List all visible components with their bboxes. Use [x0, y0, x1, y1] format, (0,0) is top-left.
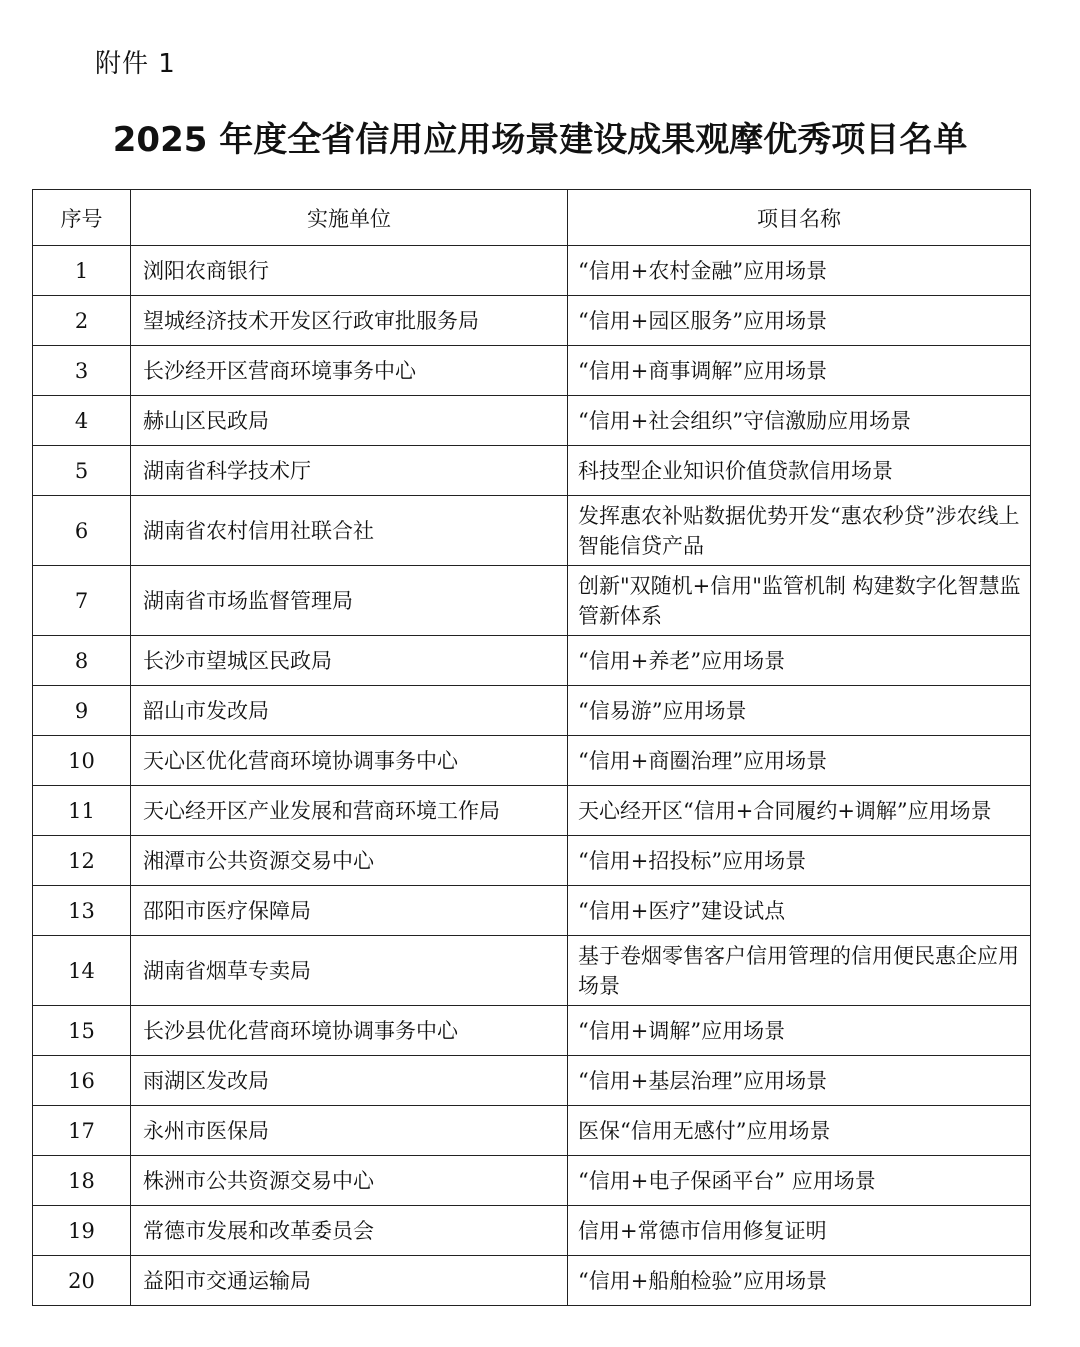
table-row: [33, 346, 1031, 396]
project-list-table: [32, 189, 1031, 1306]
cell-serial-number: 7: [33, 566, 131, 636]
cell-implementing-unit: 湖南省烟草专卖局: [131, 936, 568, 1006]
cell-project-name: “信用+养老”应用场景: [568, 636, 1031, 686]
document-title: 2025 年度全省信用应用场景建设成果观摩优秀项目名单: [112, 120, 968, 160]
cell-implementing-unit: 望城经济技术开发区行政审批服务局: [131, 296, 568, 346]
cell-implementing-unit: 湘潭市公共资源交易中心: [131, 836, 568, 886]
cell-serial-number: 16: [33, 1056, 131, 1106]
cell-project-name: “信用+商圈治理”应用场景: [568, 736, 1031, 786]
table-row: [33, 886, 1031, 936]
table-row: [33, 1006, 1031, 1056]
cell-serial-number: 3: [33, 346, 131, 396]
cell-serial-number: 12: [33, 836, 131, 886]
table-row: [33, 1256, 1031, 1306]
table-row: [33, 736, 1031, 786]
cell-serial-number: 2: [33, 296, 131, 346]
table-row: [33, 686, 1031, 736]
attachment-label: 附件 1: [95, 49, 176, 79]
table-row: [33, 566, 1031, 636]
column-header-unit: 实施单位: [131, 190, 568, 246]
cell-serial-number: 15: [33, 1006, 131, 1056]
cell-project-name: 基于卷烟零售客户信用管理的信用便民惠企应用场景: [568, 936, 1031, 1006]
cell-serial-number: 20: [33, 1256, 131, 1306]
cell-implementing-unit: 益阳市交通运输局: [131, 1256, 568, 1306]
cell-project-name: “信易游”应用场景: [568, 686, 1031, 736]
table-row: [33, 496, 1031, 566]
cell-serial-number: 10: [33, 736, 131, 786]
table-row: [33, 246, 1031, 296]
cell-serial-number: 6: [33, 496, 131, 566]
table-row: [33, 1106, 1031, 1156]
cell-implementing-unit: 长沙县优化营商环境协调事务中心: [131, 1006, 568, 1056]
table-row: [33, 446, 1031, 496]
cell-project-name: 发挥惠农补贴数据优势开发“惠农秒贷”涉农线上智能信贷产品: [568, 496, 1031, 566]
cell-project-name: “信用+电子保函平台” 应用场景: [568, 1156, 1031, 1206]
cell-serial-number: 11: [33, 786, 131, 836]
cell-implementing-unit: 天心经开区产业发展和营商环境工作局: [131, 786, 568, 836]
table-body: [33, 246, 1031, 1306]
cell-implementing-unit: 长沙市望城区民政局: [131, 636, 568, 686]
cell-project-name: 科技型企业知识价值贷款信用场景: [568, 446, 1031, 496]
table-row: [33, 786, 1031, 836]
cell-serial-number: 1: [33, 246, 131, 296]
table-row: [33, 1056, 1031, 1106]
cell-project-name: 天心经开区“信用+合同履约+调解”应用场景: [568, 786, 1031, 836]
table-row: [33, 936, 1031, 1006]
cell-implementing-unit: 永州市医保局: [131, 1106, 568, 1156]
cell-project-name: “信用+基层治理”应用场景: [568, 1056, 1031, 1106]
cell-project-name: “信用+医疗”建设试点: [568, 886, 1031, 936]
cell-implementing-unit: 长沙经开区营商环境事务中心: [131, 346, 568, 396]
cell-implementing-unit: 湖南省科学技术厅: [131, 446, 568, 496]
table-row: [33, 1156, 1031, 1206]
table-row: [33, 396, 1031, 446]
cell-implementing-unit: 浏阳农商银行: [131, 246, 568, 296]
table-row: [33, 836, 1031, 886]
cell-project-name: “信用+船舶检验”应用场景: [568, 1256, 1031, 1306]
cell-serial-number: 4: [33, 396, 131, 446]
table-row: [33, 1206, 1031, 1256]
table-row: [33, 636, 1031, 686]
cell-implementing-unit: 雨湖区发改局: [131, 1056, 568, 1106]
column-header-project: 项目名称: [568, 190, 1031, 246]
cell-implementing-unit: 韶山市发改局: [131, 686, 568, 736]
cell-implementing-unit: 株洲市公共资源交易中心: [131, 1156, 568, 1206]
table-header-row: [33, 190, 1031, 246]
cell-implementing-unit: 天心区优化营商环境协调事务中心: [131, 736, 568, 786]
cell-serial-number: 17: [33, 1106, 131, 1156]
cell-serial-number: 19: [33, 1206, 131, 1256]
cell-project-name: “信用+招投标”应用场景: [568, 836, 1031, 886]
cell-serial-number: 9: [33, 686, 131, 736]
cell-project-name: “信用+调解”应用场景: [568, 1006, 1031, 1056]
cell-project-name: “信用+园区服务”应用场景: [568, 296, 1031, 346]
cell-project-name: 创新"双随机+信用"监管机制 构建数字化智慧监管新体系: [568, 566, 1031, 636]
cell-project-name: 信用+常德市信用修复证明: [568, 1206, 1031, 1256]
cell-serial-number: 5: [33, 446, 131, 496]
column-header-no: 序号: [33, 190, 131, 246]
cell-serial-number: 14: [33, 936, 131, 1006]
cell-project-name: “信用+社会组织”守信激励应用场景: [568, 396, 1031, 446]
cell-implementing-unit: 湖南省市场监督管理局: [131, 566, 568, 636]
cell-implementing-unit: 常德市发展和改革委员会: [131, 1206, 568, 1256]
cell-project-name: “信用+农村金融”应用场景: [568, 246, 1031, 296]
cell-project-name: 医保“信用无感付”应用场景: [568, 1106, 1031, 1156]
cell-project-name: “信用+商事调解”应用场景: [568, 346, 1031, 396]
cell-serial-number: 8: [33, 636, 131, 686]
cell-serial-number: 13: [33, 886, 131, 936]
cell-implementing-unit: 赫山区民政局: [131, 396, 568, 446]
cell-implementing-unit: 邵阳市医疗保障局: [131, 886, 568, 936]
cell-implementing-unit: 湖南省农村信用社联合社: [131, 496, 568, 566]
cell-serial-number: 18: [33, 1156, 131, 1206]
table-row: [33, 296, 1031, 346]
